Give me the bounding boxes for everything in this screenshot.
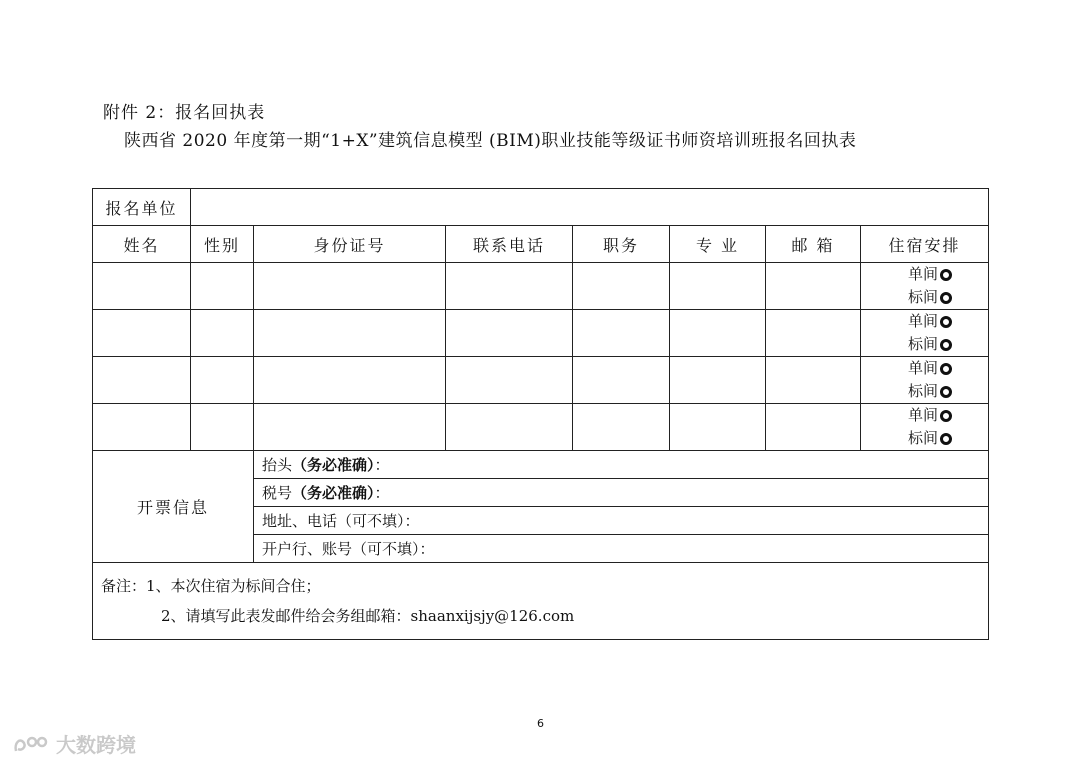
required-note: （务必准确） xyxy=(292,456,375,474)
radio-circle-icon[interactable] xyxy=(940,292,952,304)
col-header-email: 邮 箱 xyxy=(766,226,861,263)
phone-cell[interactable] xyxy=(446,404,573,451)
colon: ： xyxy=(374,456,390,474)
address-phone-field[interactable]: 地址、电话（可不填）： xyxy=(254,507,989,535)
bank-account-field[interactable]: 开户行、账号（可不填）： xyxy=(254,535,989,563)
unit-input-cell[interactable] xyxy=(191,189,989,226)
lodging-option-standard[interactable] xyxy=(861,286,952,309)
position-cell[interactable] xyxy=(573,263,670,310)
email-cell[interactable] xyxy=(766,404,861,451)
tax-number-field[interactable] xyxy=(254,479,989,507)
lodging-option-label: 单间 xyxy=(908,406,939,424)
email-cell[interactable] xyxy=(766,263,861,310)
table-row xyxy=(93,357,989,404)
attachment-heading: 附件 2：报名回执表 xyxy=(103,103,266,123)
lodging-option-single[interactable] xyxy=(861,310,952,333)
table-row xyxy=(93,404,989,451)
radio-circle-icon[interactable] xyxy=(940,316,952,328)
lodging-option-label: 单间 xyxy=(908,265,939,283)
notes-cell xyxy=(93,563,989,640)
id-number-cell[interactable] xyxy=(254,357,446,404)
major-cell[interactable] xyxy=(670,310,766,357)
lodging-option-label: 标间 xyxy=(908,335,939,353)
major-cell[interactable] xyxy=(670,404,766,451)
lodging-option-label: 标间 xyxy=(908,288,939,306)
major-cell[interactable] xyxy=(670,357,766,404)
lodging-cell xyxy=(861,263,989,310)
lodging-option-label: 标间 xyxy=(908,382,939,400)
col-header-gender: 性别 xyxy=(191,226,254,263)
lodging-option-label: 单间 xyxy=(908,359,939,377)
lodging-option-label: 标间 xyxy=(908,429,939,447)
lodging-option-standard[interactable] xyxy=(861,427,952,450)
col-header-id-number: 身份证号 xyxy=(254,226,446,263)
phone-cell[interactable] xyxy=(446,310,573,357)
name-cell[interactable] xyxy=(93,404,191,451)
radio-circle-icon[interactable] xyxy=(940,363,952,375)
email-cell[interactable] xyxy=(766,310,861,357)
position-cell[interactable] xyxy=(573,404,670,451)
lodging-option-label: 单间 xyxy=(908,312,939,330)
name-cell[interactable] xyxy=(93,310,191,357)
lodging-cell xyxy=(861,310,989,357)
id-number-cell[interactable] xyxy=(254,310,446,357)
lodging-cell xyxy=(861,404,989,451)
gender-cell[interactable] xyxy=(191,357,254,404)
radio-circle-icon[interactable] xyxy=(940,269,952,281)
lodging-option-standard[interactable] xyxy=(861,380,952,403)
lodging-option-single[interactable] xyxy=(861,357,952,380)
col-header-phone: 联系电话 xyxy=(446,226,573,263)
gender-cell[interactable] xyxy=(191,310,254,357)
watermark-logo-icon xyxy=(12,733,52,755)
col-header-major: 专 业 xyxy=(670,226,766,263)
id-number-cell[interactable] xyxy=(254,263,446,310)
gender-cell[interactable] xyxy=(191,404,254,451)
radio-circle-icon[interactable] xyxy=(940,386,952,398)
registration-form-table xyxy=(92,188,989,640)
col-header-name: 姓名 xyxy=(93,226,191,263)
phone-cell[interactable] xyxy=(446,263,573,310)
lodging-cell xyxy=(861,357,989,404)
lodging-option-single[interactable] xyxy=(861,263,952,286)
invoice-title-label: 抬头 xyxy=(262,456,293,474)
lodging-option-standard[interactable] xyxy=(861,333,952,356)
name-cell[interactable] xyxy=(93,263,191,310)
radio-circle-icon[interactable] xyxy=(940,410,952,422)
name-cell[interactable] xyxy=(93,357,191,404)
tax-number-label: 税号 xyxy=(262,484,293,502)
lodging-option-single[interactable] xyxy=(861,404,952,427)
table-row xyxy=(93,310,989,357)
colon: ： xyxy=(374,484,390,502)
required-note: （务必准确） xyxy=(292,484,375,502)
phone-cell[interactable] xyxy=(446,357,573,404)
watermark xyxy=(12,729,136,758)
column-header-row xyxy=(93,226,989,263)
invoice-title-field[interactable] xyxy=(254,451,989,479)
note-line-2: 2、请填写此表发邮件给会务组邮箱：shaanxijsjy@126.com xyxy=(161,607,575,625)
id-number-cell[interactable] xyxy=(254,404,446,451)
major-cell[interactable] xyxy=(670,263,766,310)
col-header-position: 职务 xyxy=(573,226,670,263)
email-cell[interactable] xyxy=(766,357,861,404)
radio-circle-icon[interactable] xyxy=(940,433,952,445)
col-header-lodging: 住宿安排 xyxy=(861,226,989,263)
form-title: 陕西省 2020 年度第一期“1+X”建筑信息模型 (BIM)职业技能等级证书师资培训班报名回执表 xyxy=(124,131,857,151)
unit-label: 报名单位 xyxy=(93,189,191,226)
position-cell[interactable] xyxy=(573,310,670,357)
table-row xyxy=(93,263,989,310)
radio-circle-icon[interactable] xyxy=(940,339,952,351)
invoice-info-label: 开票信息 xyxy=(93,451,254,563)
page-number: 6 xyxy=(537,717,544,730)
gender-cell[interactable] xyxy=(191,263,254,310)
note-line-1: 备注：1、本次住宿为标间合住； xyxy=(101,577,321,595)
watermark-text: 大数跨境 xyxy=(56,733,136,757)
position-cell[interactable] xyxy=(573,357,670,404)
